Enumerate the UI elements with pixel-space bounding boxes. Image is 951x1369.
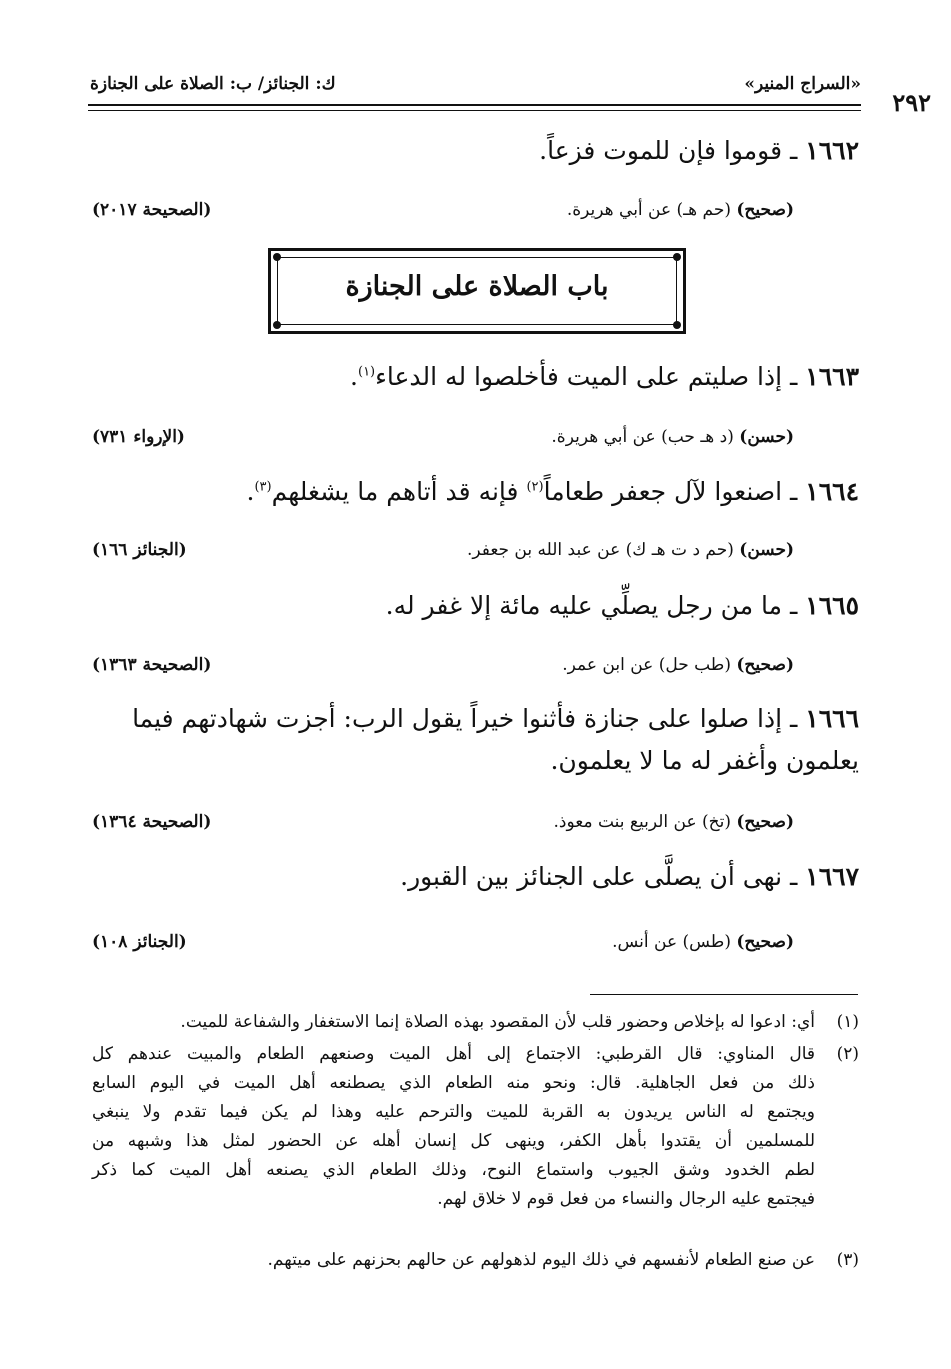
hadith-body-cont: فإنه قد أتاهم ما يشغلهم: [271, 477, 527, 506]
reference: (الصحيحة ١٣٦٣): [92, 655, 212, 675]
footnote-line: لطم الخدود وشق الجيوب واستماع النوح، وذلك الطعام الذي يصنعه أهل الميت كما ذكر: [92, 1160, 815, 1180]
hadith-body: يعلمون وأغفر له ما لا يعلمون.: [550, 746, 859, 775]
footnote-line: قال المناوي: قال القرطبي: الاجتماع إلى أهل الميت وصنعهم الطعام والمبيت عندهم كل: [92, 1044, 815, 1064]
footnote-separator: [590, 994, 858, 995]
chapter-heading-frame: [268, 248, 686, 334]
reference: (الجنائز ١٠٨): [92, 932, 187, 952]
grade: (حسن): [739, 427, 794, 447]
hadith-number: ١٦٦٥: [805, 591, 859, 620]
footnote-line: للمسلمين أن يقتدوا بأهل الكفر، وينهى كل إنسان أهله عن الحضور لمثل هذا وشبهه من: [92, 1131, 815, 1151]
hadith-number: ١٦٦٧: [805, 862, 859, 891]
hadith-text-continuation: [92, 746, 859, 775]
reference: (الصحيحة ١٣٦٤): [92, 812, 212, 832]
grade-and-source: [562, 655, 794, 675]
frame-corner-ornament: [673, 253, 681, 261]
header-rule-thin: [88, 110, 861, 111]
footnote-number: (٣): [836, 1250, 859, 1270]
grade-and-source: [551, 427, 794, 447]
footnote-line: ويجتمع له الناس يريدون به القربة للميت والترحم عليه وهذا لم يكن فيما تقدم ولا ينبغي: [92, 1102, 815, 1122]
grade: (صحيح): [736, 812, 794, 832]
source: (طس) عن أنس.: [612, 932, 731, 952]
reference: (الصحيحة ٢٠١٧): [92, 200, 212, 220]
hadith-text: ١٦٦٣ ـ إذا صليتم على الميت فأخلصوا له الدعاء$^{(١)}$.: [350, 362, 859, 391]
footnote-line: ذلك من فعل الجاهلية. قال: ونحو منه الطعام الذي يصطنعه أهل الميت في اليوم السابع: [92, 1073, 815, 1093]
hadith-end-punct: .: [350, 362, 358, 391]
footnote-line: عن صنع الطعام لأنفسهم في ذلك اليوم لذهولهم عن حالهم بحزنهم على ميتهم.: [267, 1250, 815, 1270]
source: (د هـ حب) عن أبي هريرة.: [551, 427, 734, 447]
footnote-marker: (٣): [254, 479, 272, 495]
hadith-text: ١٦٦٤ ـ اصنعوا لآل جعفر طعاماً$^{(٢)}$ فإنه قد أتاهم ما يشغلهم$^{(٣)}$.: [246, 477, 859, 506]
chapter-title: باب الصلاة على الجنازة: [345, 271, 609, 302]
hadith-grade-row: [92, 200, 794, 226]
hadith-text: ١٦٦٦ ـ إذا صلوا على جنازة فأثنوا خيراً يقول الرب: أجزت شهادتهم فيما: [132, 704, 859, 733]
grade-and-source: [567, 200, 794, 220]
hadith-grade-row: [92, 540, 794, 566]
hadith-text: ١٦٦٢ ـ قوموا فإن للموت فزعاً.: [539, 136, 859, 165]
hadith-end-punct: .: [246, 477, 255, 506]
footnote-line: أي: ادعوا له بإخلاص وحضور قلب لأن المقصود بهذه الصلاة إنما الاستغفار والشفاعة للميت.: [180, 1012, 815, 1032]
hadith-body: قوموا فإن للموت فزعاً.: [539, 136, 783, 165]
source: (حم هـ) عن أبي هريرة.: [566, 200, 731, 220]
hadith-text: ١٦٦٧ ـ نهى أن يصلَّى على الجنائز بين القبور.: [400, 862, 859, 891]
grade-and-source: [612, 932, 794, 952]
page-number: ٢٩٢: [892, 88, 931, 117]
footnote-number: (١): [836, 1012, 859, 1032]
frame-corner-ornament: [673, 321, 681, 329]
hadith-number: ١٦٦٣: [805, 362, 859, 391]
hadith-grade-row: [92, 812, 794, 838]
grade: (صحيح): [736, 655, 794, 675]
chapter-reference: ك: الجنائز/ ب: الصلاة على الجنازة: [90, 74, 336, 94]
grade-and-source: [554, 812, 795, 832]
footnote-marker: (١): [357, 364, 376, 380]
running-header: [90, 74, 861, 102]
hadith-grade-row: [92, 655, 794, 681]
hadith-body: إذا صليتم على الميت فأخلصوا له الدعاء: [375, 362, 783, 391]
hadith-grade-row: [92, 427, 794, 453]
grade-and-source: [467, 540, 794, 560]
hadith-body: ما من رجل يصلِّي عليه مائة إلا غفر له.: [385, 591, 783, 620]
footnote-line: فيجتمع عليه الرجال والنساء من فعل قوم لا خلاق لهم.: [437, 1189, 815, 1209]
grade: (صحيح): [736, 932, 794, 952]
source: (طب حل) عن ابن عمر.: [562, 655, 731, 675]
footnote-number: (٢): [836, 1044, 859, 1064]
hadith-number: ١٦٦٤: [805, 477, 859, 506]
hadith-number: ١٦٦٢: [805, 136, 859, 165]
frame-corner-ornament: [273, 321, 281, 329]
header-rule-thick: [88, 104, 861, 106]
grade: (حسن): [739, 540, 794, 560]
reference: (الجنائز ١٦٦): [92, 540, 187, 560]
hadith-body: إذا صلوا على جنازة فأثنوا خيراً يقول الرب: أجزت شهادتهم فيما: [132, 704, 783, 733]
book-title: «السراج المنير»: [744, 74, 861, 94]
hadith-text: ١٦٦٥ ـ ما من رجل يصلِّي عليه مائة إلا غفر له.: [385, 591, 859, 620]
reference: (الإرواء ٧٣١): [92, 427, 185, 447]
source: (حم د ت هـ ك) عن عبد الله بن جعفر.: [466, 540, 734, 560]
hadith-number: ١٦٦٦: [805, 704, 859, 733]
frame-corner-ornament: [273, 253, 281, 261]
footnote-marker: (٢): [526, 479, 544, 495]
hadith-grade-row: [92, 932, 794, 958]
hadith-body: اصنعوا لآل جعفر طعاماً: [543, 477, 783, 506]
hadith-body: نهى أن يصلَّى على الجنائز بين القبور.: [400, 862, 783, 891]
source: (تخ) عن الربيع بنت معوذ.: [553, 812, 731, 832]
grade: (صحيح): [736, 200, 794, 220]
